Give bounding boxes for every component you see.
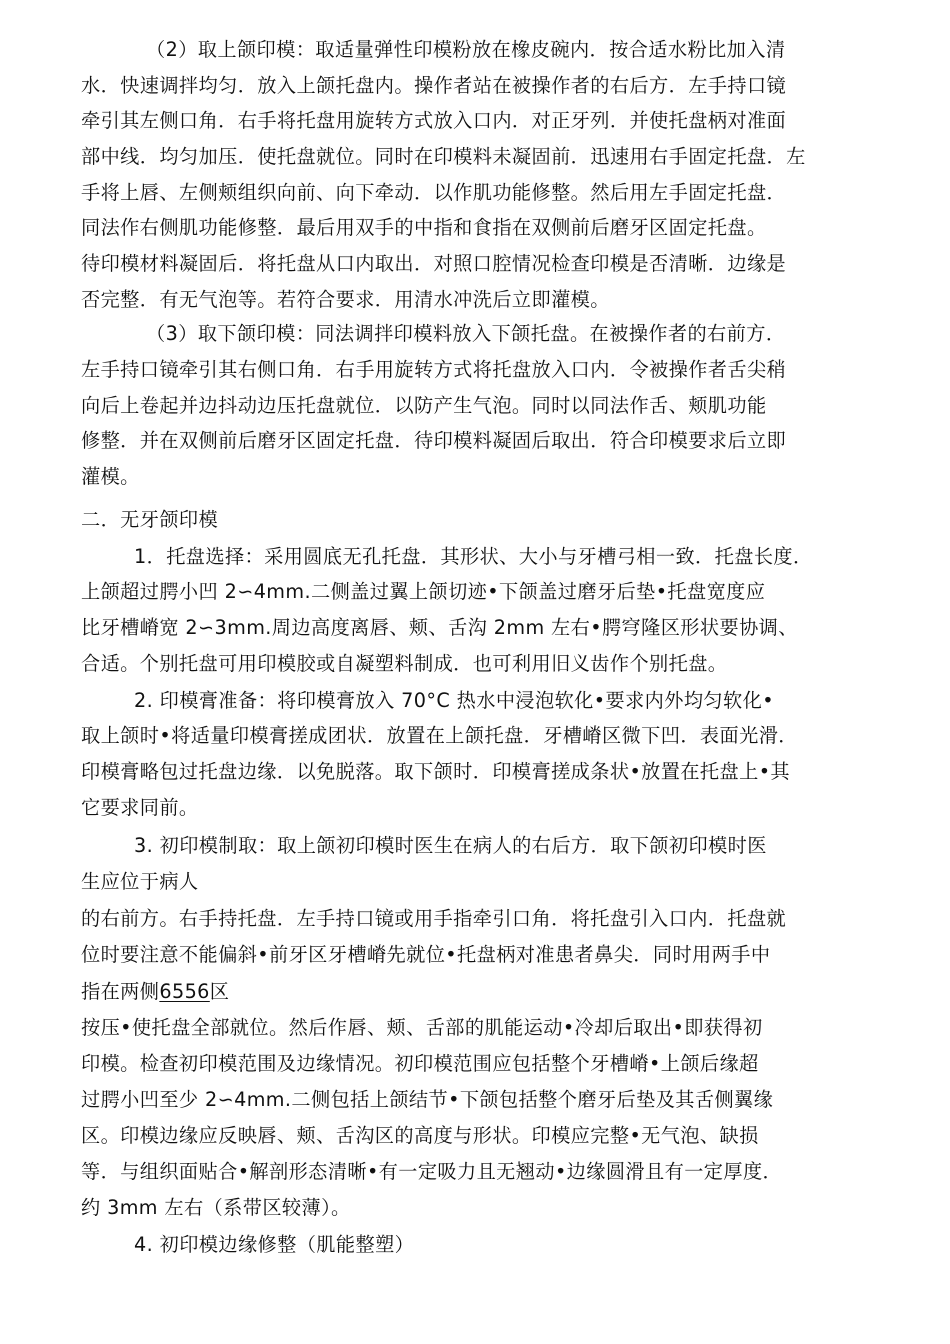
paragraph-line: 向后上卷起并边抖动边压托盘就位．以防产生气泡。同时以同法作舌、颊肌功能 <box>81 394 767 417</box>
paragraph-line: 印模。检查初印模范围及边缘情况。初印模范围应包括整个牙槽嵴•上颌后缘超 <box>81 1052 759 1075</box>
paragraph-line: 位时要注意不能偏斜•前牙区牙槽嵴先就位•托盘柄对准患者鼻尖．同时用两手中 <box>81 943 771 966</box>
paragraph-line: 灌模。 <box>81 465 140 488</box>
paragraph-line <box>81 980 229 1004</box>
paragraph-line: 3. 初印模制取：取上颌初印模时医生在病人的右后方．取下颌初印模时医 <box>134 834 767 857</box>
paragraph-line: 2. 印模膏准备：将印模膏放入 70°C 热水中浸泡软化•要求内外均匀软化• <box>134 689 774 712</box>
paragraph-line: 牵引其左侧口角．右手将托盘用旋转方式放入口内．对正牙列．并使托盘柄对准面 <box>81 109 787 132</box>
underlined-tooth-number: 6556 <box>159 980 210 1003</box>
paragraph-line: 约 3mm 左右（系带区较薄）。 <box>81 1196 351 1219</box>
paragraph-line: 1．托盘选择：采用圆底无孔托盘．其形状、大小与牙槽弓相一致．托盘长度． <box>134 545 813 568</box>
section-heading: 二．无牙颌印模 <box>81 508 219 531</box>
paragraph-line: 手将上唇、左侧颊组织向前、向下牵动．以作肌功能修整。然后用左手固定托盘． <box>81 181 787 204</box>
paragraph-line: 的右前方。右手持托盘．左手持口镜或用手指牵引口角．将托盘引入口内．托盘就 <box>81 907 787 930</box>
paragraph-line: 比牙槽嵴宽 2∽3mm.周边高度离唇、颊、舌沟 2mm 左右•腭穹隆区形状要协调、 <box>81 616 798 639</box>
paragraph-line: 等．与组织面贴合•解剖形态清晰•有一定吸力且无翘动•边缘圆滑且有一定厚度． <box>81 1160 783 1183</box>
paragraph-line: 它要求同前。 <box>81 796 199 819</box>
paragraph-line: 生应位于病人 <box>81 870 199 893</box>
paragraph-line: 取上颌时•将适量印模膏搓成团状．放置在上颌托盘．牙槽嵴区微下凹．表面光滑． <box>81 724 798 747</box>
paragraph-line: 按压•使托盘全部就位。然后作唇、颊、舌部的肌能运动•冷却后取出•即获得初 <box>81 1016 763 1039</box>
paragraph-line: 同法作右侧肌功能修整．最后用双手的中指和食指在双侧前后磨牙区固定托盘。 <box>81 216 767 239</box>
paragraph-line: 合适。个别托盘可用印模胶或自凝塑料制成．也可利用旧义齿作个别托盘。 <box>81 652 728 675</box>
line-text: 区 <box>209 980 230 1003</box>
line-text: 指在两侧 <box>81 980 160 1003</box>
paragraph-line: （2）取上颌印模：取适量弹性印模粉放在橡皮碗内．按合适水粉比加入清 <box>146 38 786 61</box>
paragraph-line: 部中线．均匀加压．使托盘就位。同时在印模料未凝固前．迅速用右手固定托盘．左 <box>81 145 806 168</box>
paragraph-line: 上颌超过腭小凹 2∽4mm.二侧盖过翼上颌切迹•下颌盖过磨牙后垫•托盘宽度应 <box>81 580 766 603</box>
paragraph-line: （3）取下颌印模：同法调拌印模料放入下颌托盘。在被操作者的右前方． <box>146 322 786 345</box>
paragraph-line: 过腭小凹至少 2∽4mm.二侧包括上颌结节•下颌包括整个磨牙后垫及其舌侧翼缘 <box>81 1088 774 1111</box>
paragraph-line: 修整．并在双侧前后磨牙区固定托盘．待印模料凝固后取出．符合印模要求后立即 <box>81 429 787 452</box>
paragraph-line: 水．快速调拌均匀．放入上颌托盘内。操作者站在被操作者的右后方．左手持口镜 <box>81 74 787 97</box>
paragraph-line: 印模膏略包过托盘边缘．以免脱落。取下颌时．印模膏搓成条状•放置在托盘上•其 <box>81 760 790 783</box>
paragraph-line: 否完整．有无气泡等。若符合要求．用清水冲洗后立即灌模。 <box>81 288 610 311</box>
paragraph-line: 待印模材料凝固后．将托盘从口内取出．对照口腔情况检查印模是否清晰．边缘是 <box>81 252 787 275</box>
paragraph-line: 区。印模边缘应反映唇、颊、舌沟区的高度与形状。印模应完整•无气泡、缺损 <box>81 1124 759 1147</box>
paragraph-line: 4. 初印模边缘修整（肌能整塑） <box>134 1233 415 1256</box>
paragraph-line: 左手持口镜牵引其右侧口角．右手用旋转方式将托盘放入口内．令被操作者舌尖稍 <box>81 358 787 381</box>
